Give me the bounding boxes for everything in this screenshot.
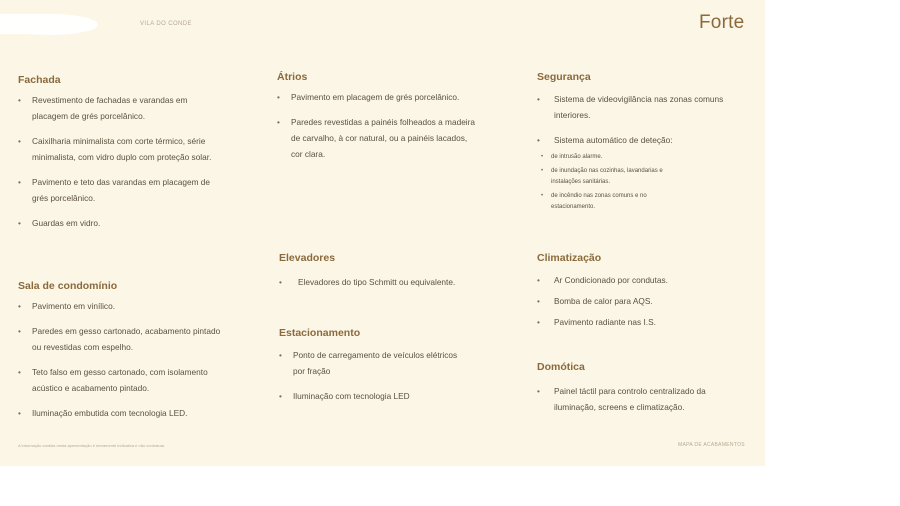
section-fachada (18, 74, 233, 231)
list-item: • Iluminação embutida com tecnologia LED. (18, 405, 233, 421)
sub-list-item: • de incêndio nas zonas comuns e no estacionamento. (537, 191, 681, 213)
brand-logo: Forte (699, 12, 745, 33)
section-sala-condominio (18, 280, 233, 421)
section-domotica (537, 361, 752, 415)
list-item: • Bomba de calor para AQS. (537, 293, 752, 309)
section-title: Elevadores (279, 252, 336, 264)
list-item: • Guardas em vidro. (18, 215, 233, 231)
footer-disclaimer: A informação contida nesta apresentação é meramente indicativa e não contratual. (18, 443, 165, 448)
list-item: • Ponto de carregamento de veículos elétricos por fração (279, 347, 463, 379)
section-title: Estacionamento (279, 327, 361, 339)
section-title: Átrios (277, 71, 308, 83)
section-title: Segurança (537, 71, 591, 83)
list-item: • Pavimento em vinílico. (18, 298, 233, 314)
section-title: Fachada (18, 74, 61, 86)
section-elevadores (279, 252, 494, 290)
list-item: • Sistema de videovigilância nas zonas comuns interiores. (537, 91, 749, 123)
location-label: VILA DO CONDE (140, 21, 192, 27)
section-title: Sala de condomínio (18, 280, 118, 292)
list-item: • Iluminação com tecnologia LED (279, 388, 494, 404)
list-item: • Pavimento e teto das varandas em placagem de grés porcelânico. (18, 174, 227, 206)
section-atrios (277, 71, 492, 162)
list-item: • Teto falso em gesso cartonado, com isolamento acústico e acabamento pintado. (18, 364, 227, 396)
section-estacionamento (279, 327, 494, 404)
list-item: • Elevadores do tipo Schmitt ou equivalente. (279, 274, 494, 290)
list-item: • Caixilharia minimalista com corte térmico, série minimalista, com vidro duplo com proteção solar. (18, 133, 227, 165)
footer-label: MAPA DE ACABAMENTOS (678, 442, 745, 448)
section-title: Domótica (537, 361, 585, 373)
list-item: • Revestimento de fachadas e varandas em placagem de grés porcelânico. (18, 92, 212, 124)
section-seguranca (537, 71, 752, 213)
list-item: • Pavimento em placagem de grés porcelânico. (277, 89, 501, 105)
list-item: • Pavimento radiante nas I.S. (537, 314, 752, 330)
list-item: • Paredes em gesso cartonado, acabamento pintado ou revestidas com espelho. (18, 323, 227, 355)
list-item: • Sistema automático de deteção: (537, 132, 752, 148)
list-item: • Paredes revestidas a painéis folheados a madeira de carvalho, à cor natural, ou a painéis lacados, cor clara. (277, 114, 476, 162)
section-title: Climatização (537, 252, 602, 264)
list-item: • Painel táctil para controlo centralizado da iluminação, screens e climatização. (537, 383, 744, 415)
sub-list-item: • de inundação nas cozinhas, lavandarias e instalações sanitárias. (537, 166, 691, 188)
list-item: • Ar Condicionado por condutas. (537, 272, 752, 288)
section-climatizacao (537, 252, 752, 330)
sub-list-item: • de intrusão alarme. (537, 152, 752, 163)
brush-stroke-accent (22, 30, 77, 35)
